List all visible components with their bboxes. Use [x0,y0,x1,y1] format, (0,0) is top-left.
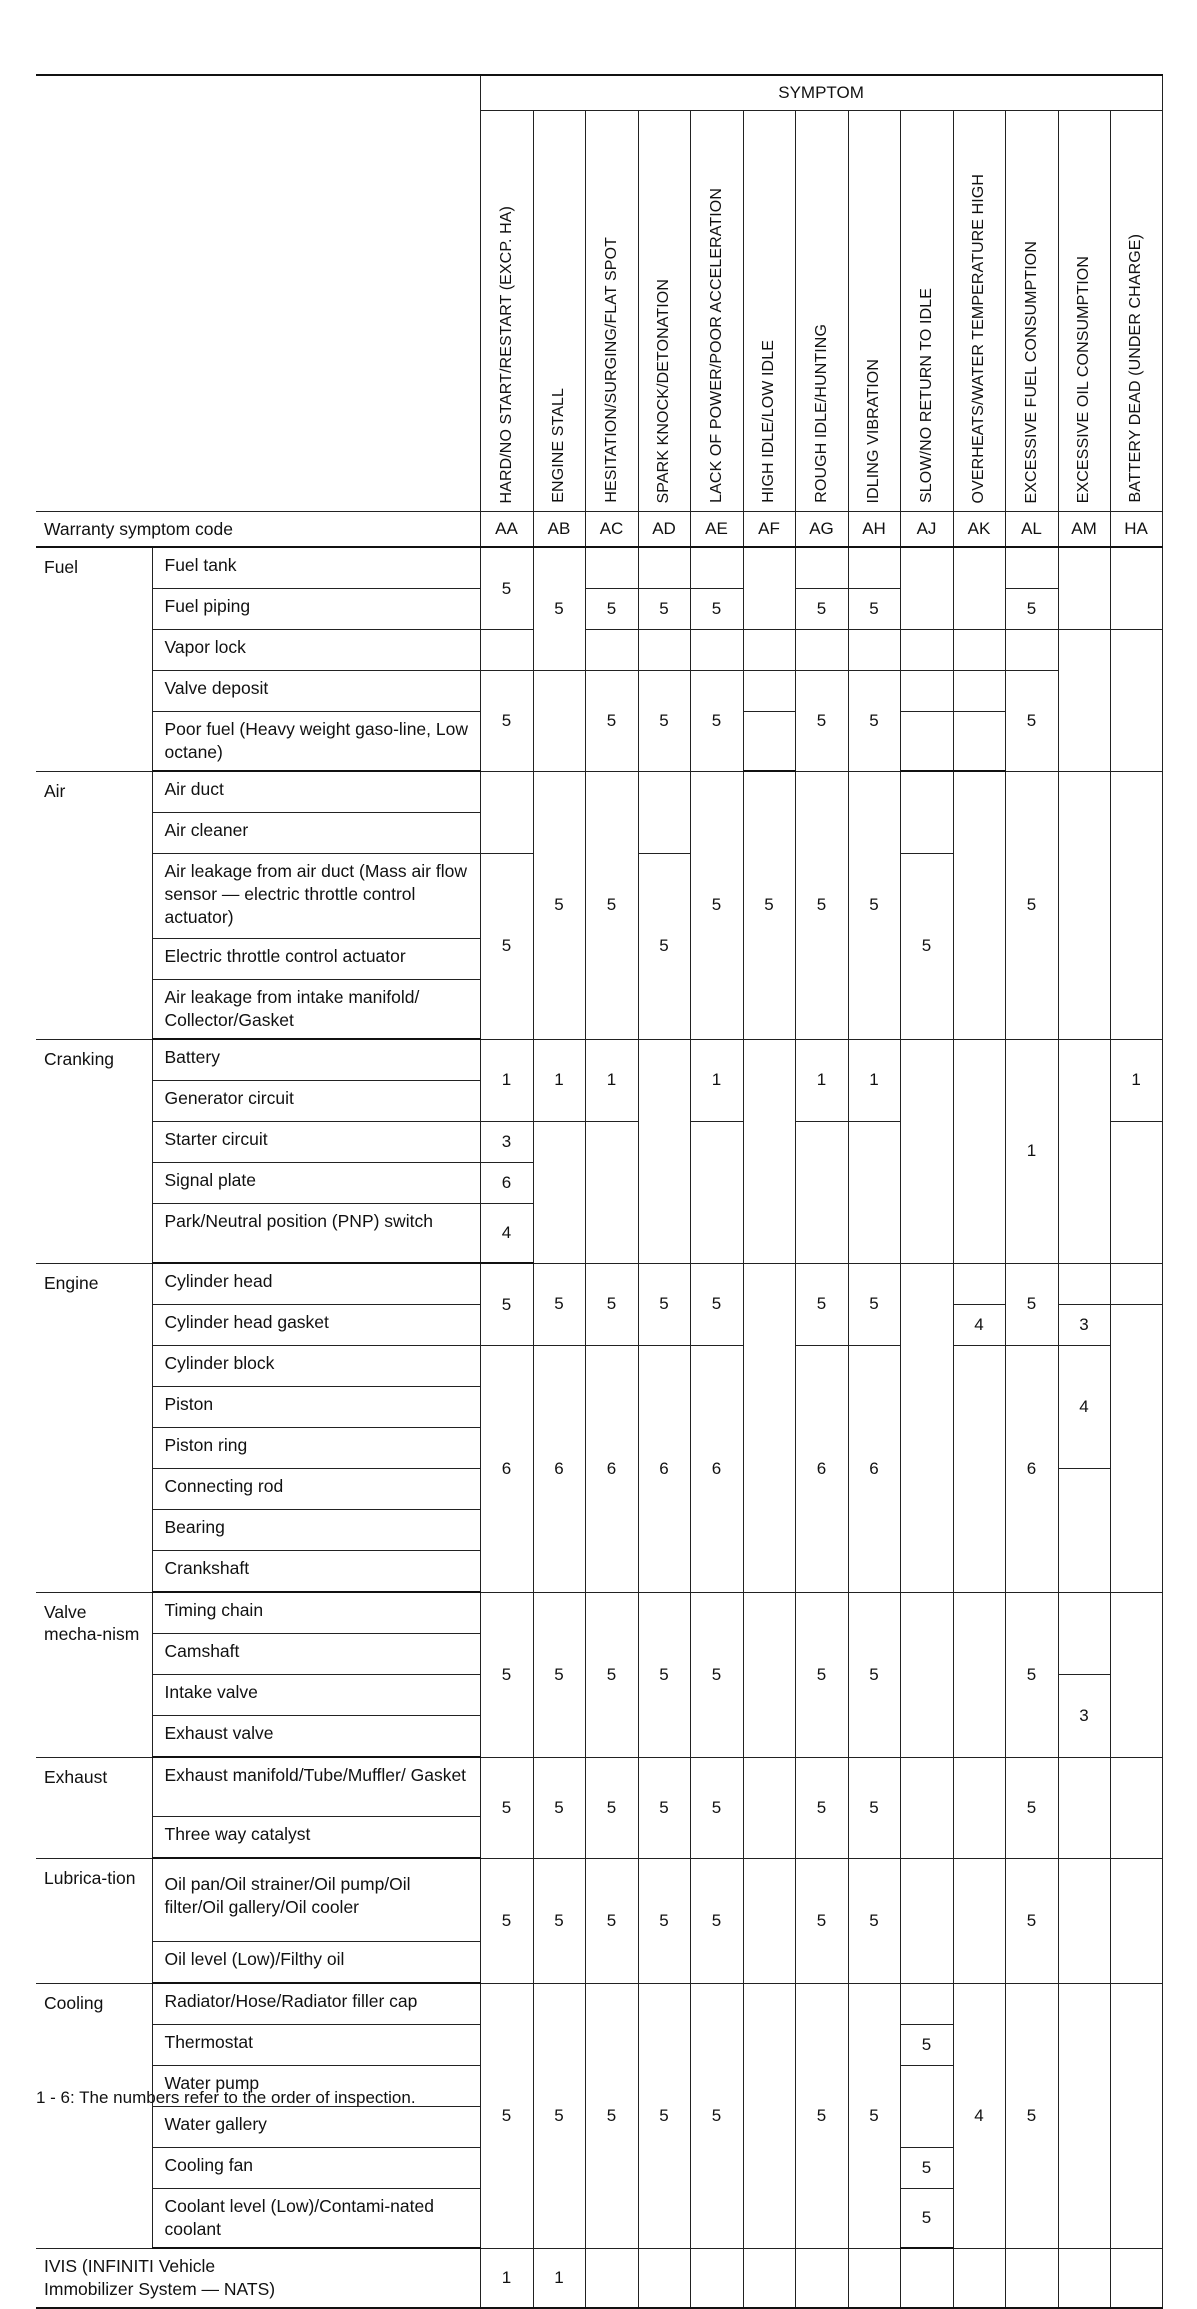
value-cell: 5 [1005,1858,1058,1983]
value-cell: 4 [953,1983,1005,2248]
item-vapor-lock: Vapor lock [152,630,480,671]
value-cell: 5 [795,771,848,1039]
item-thermostat: Thermostat [152,2025,480,2066]
value-cell: 5 [743,771,795,1039]
value-cell: 5 [638,1983,690,2248]
value-cell: 5 [585,1757,638,1858]
code-cell: AD [638,512,690,548]
item-battery: Battery [152,1039,480,1081]
value-cell: 5 [900,2189,953,2249]
symptom-header: SPARK KNOCK/DETONATION [638,111,690,512]
value-cell: 5 [795,1983,848,2248]
value-cell: 5 [690,1858,743,1983]
value-cell: 1 [533,2248,585,2308]
value-cell: 5 [638,854,690,1040]
code-cell: AL [1005,512,1058,548]
item-generator: Generator circuit [152,1081,480,1122]
value-cell: 5 [533,1983,585,2248]
value-cell: 5 [1005,589,1058,630]
value-cell: 5 [795,671,848,772]
value-cell: 5 [638,1858,690,1983]
item-etc-actuator: Electric throttle control actuator [152,939,480,980]
value-cell: 6 [795,1346,848,1593]
value-cell: 5 [585,771,638,1039]
value-cell: 5 [690,1263,743,1346]
item-starter: Starter circuit [152,1122,480,1163]
item-three-way-catalyst: Three way catalyst [152,1817,480,1859]
value-cell: 6 [690,1346,743,1593]
value-cell: 6 [1005,1346,1058,1593]
item-cylinder-head: Cylinder head [152,1263,480,1305]
value-cell: 1 [533,1039,585,1122]
symptom-header: HARD/NO START/RESTART (EXCP. HA) [480,111,533,512]
value-cell: 1 [1110,1039,1162,1122]
value-cell: 5 [795,1858,848,1983]
code-cell: AF [743,512,795,548]
value-cell: 5 [690,1757,743,1858]
value-cell: 1 [480,2248,533,2308]
item-camshaft: Camshaft [152,1634,480,1675]
value-cell: 1 [480,1039,533,1122]
item-piston: Piston [152,1387,480,1428]
value-cell: 5 [795,1263,848,1346]
value-cell: 5 [690,771,743,1039]
code-cell: HA [1110,512,1162,548]
symptom-header: IDLING VIBRATION [848,111,900,512]
value-cell: 5 [533,1858,585,1983]
value-cell: 5 [795,589,848,630]
warranty-code-label: Warranty symptom code [36,512,480,548]
symptom-header: BATTERY DEAD (UNDER CHARGE) [1110,111,1162,512]
item-coolant-level: Coolant level (Low)/Contami-nated coolant [152,2189,480,2249]
value-cell: 5 [585,1858,638,1983]
item-crankshaft: Crankshaft [152,1551,480,1593]
value-cell: 5 [480,1983,533,2248]
item-oil-level: Oil level (Low)/Filthy oil [152,1942,480,1984]
value-cell: 5 [900,2148,953,2189]
symptom-header: HIGH IDLE/LOW IDLE [743,111,795,512]
value-cell: 4 [480,1204,533,1264]
value-cell: 5 [480,671,533,772]
item-cooling-fan: Cooling fan [152,2148,480,2189]
code-cell: AC [585,512,638,548]
item-air-leak-manifold: Air leakage from intake manifold/ Collector/Gasket [152,980,480,1040]
value-cell: 6 [480,1346,533,1593]
item-connecting-rod: Connecting rod [152,1469,480,1510]
value-cell: 5 [638,589,690,630]
item-air-leak-duct: Air leakage from air duct (Mass air flow sensor — electric throttle control actuator) [152,854,480,939]
value-cell: 3 [1058,1675,1110,1758]
value-cell: 5 [585,1592,638,1757]
value-cell: 5 [480,1757,533,1858]
value-cell: 5 [638,1592,690,1757]
item-water-gallery: Water gallery [152,2107,480,2148]
value-cell: 5 [1005,1983,1058,2248]
value-cell: 1 [795,1039,848,1122]
symptom-header: ROUGH IDLE/HUNTING [795,111,848,512]
value-cell: 1 [690,1039,743,1122]
value-cell: 5 [795,1757,848,1858]
symptom-header: EXCESSIVE FUEL CONSUMPTION [1005,111,1058,512]
item-air-cleaner: Air cleaner [152,813,480,854]
code-cell: AA [480,512,533,548]
value-cell: 6 [533,1346,585,1593]
value-cell: 5 [848,589,900,630]
value-cell: 5 [848,671,900,772]
item-cylinder-head-gasket: Cylinder head gasket [152,1305,480,1346]
value-cell: 6 [585,1346,638,1593]
value-cell: 5 [480,1592,533,1757]
code-cell: AB [533,512,585,548]
value-cell: 1 [585,1039,638,1122]
value-cell: 5 [638,1263,690,1346]
value-cell: 5 [690,1983,743,2248]
value-cell: 1 [1005,1039,1058,1263]
category-cranking: Cranking [36,1039,152,1263]
symptom-header: ENGINE STALL [533,111,585,512]
value-cell: 5 [690,671,743,772]
value-cell: 6 [638,1346,690,1593]
symptom-table [36,74,1163,2309]
item-signal-plate: Signal plate [152,1163,480,1204]
category-lubrication: Lubrica-tion [36,1858,152,1983]
value-cell: 5 [1005,1757,1058,1858]
symptom-header: HESITATION/SURGING/FLAT SPOT [585,111,638,512]
item-fuel-piping: Fuel piping [152,589,480,630]
category-valve-mechanism: Valve mecha-nism [36,1592,152,1757]
value-cell: 5 [638,1757,690,1858]
category-cooling: Cooling [36,1983,152,2248]
item-oil-pan: Oil pan/Oil strainer/Oil pump/Oil filter/Oil gallery/Oil cooler [152,1858,480,1942]
category-engine: Engine [36,1263,152,1592]
code-cell: AM [1058,512,1110,548]
value-cell: 5 [848,1983,900,2248]
code-cell: AG [795,512,848,548]
value-cell: 5 [848,1858,900,1983]
value-cell: 5 [480,547,533,630]
symptom-title: SYMPTOM [480,75,1162,111]
value-cell: 5 [480,1858,533,1983]
category-air: Air [36,771,152,1039]
value-cell: 4 [953,1305,1005,1346]
value-cell: 5 [1005,1263,1058,1346]
item-piston-ring: Piston ring [152,1428,480,1469]
item-pnp-switch: Park/Neutral position (PNP) switch [152,1204,480,1264]
header-blank [36,75,480,512]
value-cell: 5 [533,547,585,671]
value-cell: 5 [848,1263,900,1346]
value-cell: 5 [533,1757,585,1858]
value-cell: 5 [848,1592,900,1757]
item-poor-fuel: Poor fuel (Heavy weight gaso-line, Low octane) [152,712,480,772]
item-intake-valve: Intake valve [152,1675,480,1716]
value-cell: 1 [848,1039,900,1122]
value-cell: 5 [533,1592,585,1757]
item-radiator: Radiator/Hose/Radiator filler cap [152,1983,480,2025]
item-timing-chain: Timing chain [152,1592,480,1634]
category-fuel: Fuel [36,547,152,771]
value-cell: 5 [690,589,743,630]
value-cell: 5 [585,1263,638,1346]
value-cell: 5 [900,854,953,1040]
value-cell: 5 [848,771,900,1039]
value-cell: 5 [585,589,638,630]
value-cell: 5 [1005,1592,1058,1757]
code-cell: AE [690,512,743,548]
symptom-header: EXCESSIVE OIL CONSUMPTION [1058,111,1110,512]
value-cell: 5 [585,671,638,772]
item-exhaust-valve: Exhaust valve [152,1716,480,1758]
category-exhaust: Exhaust [36,1757,152,1858]
value-cell: 5 [900,2025,953,2066]
value-cell: 5 [1005,771,1058,1039]
item-bearing: Bearing [152,1510,480,1551]
value-cell: 5 [480,1263,533,1346]
value-cell: 5 [533,771,585,1039]
value-cell: 5 [690,1592,743,1757]
item-cylinder-block: Cylinder block [152,1346,480,1387]
value-cell: 5 [1005,671,1058,772]
value-cell: 4 [1058,1346,1110,1469]
ivis-label: IVIS (INFINITI Vehicle Immobilizer System — NATS) [36,2248,480,2308]
value-cell: 3 [480,1122,533,1163]
item-air-duct: Air duct [152,771,480,813]
value-cell: 5 [533,1263,585,1346]
code-cell: AH [848,512,900,548]
value-cell: 5 [638,671,690,772]
symptom-header: SLOW/NO RETURN TO IDLE [900,111,953,512]
item-water-pump: Water pump [152,2066,480,2107]
item-valve-deposit: Valve deposit [152,671,480,712]
value-cell: 5 [585,1983,638,2248]
value-cell: 5 [795,1592,848,1757]
footnote: 1 - 6: The numbers refer to the order of inspection. [36,2088,416,2107]
symptom-header: OVERHEATS/WATER TEMPERATURE HIGH [953,111,1005,512]
value-cell: 5 [480,854,533,1040]
value-cell: 3 [1058,1305,1110,1346]
code-cell: AK [953,512,1005,548]
item-exhaust-manifold: Exhaust manifold/Tube/Muffler/ Gasket [152,1757,480,1817]
code-cell: AJ [900,512,953,548]
value-cell: 6 [480,1163,533,1204]
value-cell: 6 [848,1346,900,1593]
symptom-header: LACK OF POWER/POOR ACCELERATION [690,111,743,512]
value-cell: 5 [848,1757,900,1858]
item-fuel-tank: Fuel tank [152,547,480,589]
